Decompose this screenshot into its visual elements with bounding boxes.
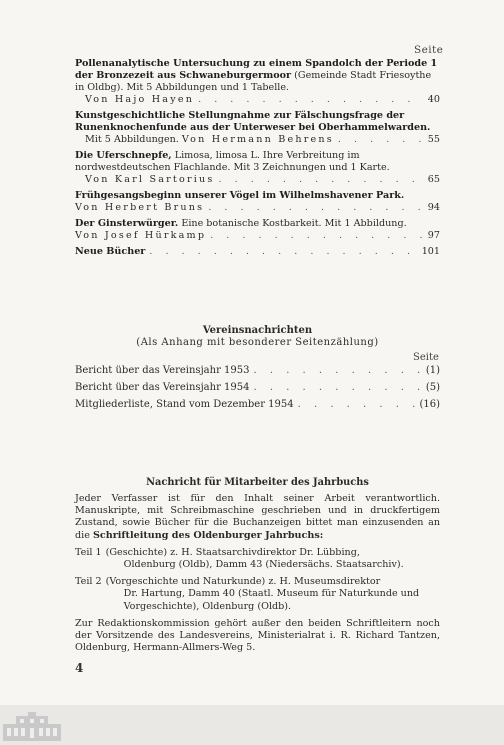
toc-entry-page: 97 — [427, 230, 440, 241]
verein-list — [75, 365, 440, 416]
toc-entry-author: Von Hajo Hayen — [85, 94, 195, 105]
leader-dots — [253, 382, 421, 394]
leader-dots — [208, 202, 422, 214]
toc-entry — [75, 190, 440, 214]
notice-paragraph: Zur Redaktionskommission gehört außer den beiden Schriftleitern noch der Vorsitzende des Landesvereins, Ministerialrat i. R. Richard Tantzen, Oldenburg, Hermann-Allmers-Weg 5. — [75, 617, 440, 654]
toc-entry-desc: Limosa, limosa L. Ihre Verbreitung im nordwestdeutschen Flachlande. Mit 3 Zeichnungen und 1 Karte. — [75, 150, 390, 173]
toc-entry-title: Kunstgeschichtliche Stellungnahme zur Fälschungsfrage der Runenknochenfunde aus der Unterweser bei Oberhammelwarden. — [75, 110, 431, 133]
toc-entry-page: 94 — [427, 202, 440, 213]
toc-entry — [75, 110, 440, 146]
verein-column-header: Seite — [413, 352, 439, 363]
teil-entry — [75, 576, 440, 613]
toc-entry — [75, 218, 440, 242]
list-item-page: (1) — [425, 365, 440, 376]
leader-dots — [253, 365, 421, 377]
toc-entry — [75, 246, 440, 258]
teil-line: (Vorgeschichte und Naturkunde) z. H. Museumsdirektor — [105, 576, 381, 588]
leader-dots — [149, 246, 417, 258]
toc-entry-author: Von Karl Sartorius — [85, 174, 215, 185]
scan-footer — [0, 705, 504, 745]
toc-entry-desc: (Gemeinde Stadt Friesoythe in Oldbg). Mit 5 Abbildungen und 1 Tabelle. — [75, 70, 432, 93]
teil-line: (Geschichte) z. H. Staatsarchivdirektor Dr. Lübbing, — [105, 546, 360, 558]
toc-entry-title: Pollenanalytische Untersuchung zu einem Spandolch der Periode 1 der Bronzezeit aus Schwaneburgermoor — [75, 58, 438, 81]
section-title-vereinsnachrichten: Vereinsnachrichten — [202, 325, 313, 336]
section-subtitle: (Als Anhang mit besonderer Seitenzählung) — [136, 337, 379, 348]
toc-entry-page: 55 — [427, 134, 440, 145]
list-item — [75, 365, 440, 377]
toc-entry-desc: Eine botanische Kostbarkeit. Mit 1 Abbildung. — [181, 218, 407, 229]
notice-bold-text: Schriftleitung des Oldenburger Jahrbuchs: — [92, 529, 324, 541]
notice-paragraph — [75, 493, 440, 542]
leader-dots — [210, 230, 422, 242]
toc-entry — [75, 150, 440, 186]
teil-entry — [75, 547, 440, 571]
teil-label: Teil 1 — [75, 546, 102, 558]
toc-entry — [75, 58, 440, 106]
table-of-contents — [75, 58, 440, 262]
teil-label: Teil 2 — [75, 576, 102, 588]
leader-dots — [298, 399, 416, 411]
toc-entry-page: 40 — [427, 94, 440, 105]
notice-text: Jeder Verfasser ist für den Inhalt seiner Arbeit verantwortlich. Manuskripte, mit Schreibmaschine geschrieben und in druckfertigem Zustand, sowie Bücher für die Buchanzeigen bittet man einzusenden an die — [75, 493, 440, 541]
toc-entry-author: Von Herbert Bruns — [75, 202, 205, 213]
library-building-logo — [2, 712, 62, 742]
teil-line: Dr. Hartung, Damm 40 (Staatl. Museum für Naturkunde und Vorgeschichte), Oldenburg (Oldb). — [123, 588, 420, 612]
list-item-page: (5) — [425, 382, 440, 393]
teil-line: Oldenburg (Oldb), Damm 43 (Niedersächs. Staatsarchiv). — [123, 559, 404, 571]
toc-entry-title: Der Ginsterwürger. — [75, 218, 179, 229]
list-item-label: Bericht über das Vereinsjahr 1953 — [75, 365, 250, 376]
toc-entry-page: 101 — [421, 246, 440, 257]
list-item-label: Mitgliederliste, Stand vom Dezember 1954 — [75, 399, 294, 410]
leader-dots — [338, 134, 422, 146]
toc-entry-title: Neue Bücher — [75, 246, 146, 257]
leader-dots — [198, 94, 422, 106]
toc-entry-desc: Mit 5 Abbildungen. — [85, 134, 179, 145]
leader-dots — [219, 174, 422, 186]
section-title-notice: Nachricht für Mitarbeiter des Jahrbuchs — [146, 477, 369, 488]
list-item-label: Bericht über das Vereinsjahr 1954 — [75, 382, 250, 393]
list-item-page: (16) — [419, 399, 440, 410]
notice-body — [75, 493, 440, 659]
toc-entry-title: Frühgesangsbeginn unserer Vögel im Wilhelmshavener Park. — [75, 190, 405, 201]
page-number: 4 — [75, 661, 84, 675]
toc-column-header: Seite — [414, 44, 444, 56]
list-item — [75, 382, 440, 394]
toc-entry-author: Von Hermann Behrens — [181, 134, 334, 145]
toc-entry-page: 65 — [427, 174, 440, 185]
toc-entry-title: Die Uferschnepfe, — [75, 150, 172, 161]
list-item — [75, 399, 440, 411]
toc-entry-author: Von Josef Hürkamp — [75, 230, 207, 241]
